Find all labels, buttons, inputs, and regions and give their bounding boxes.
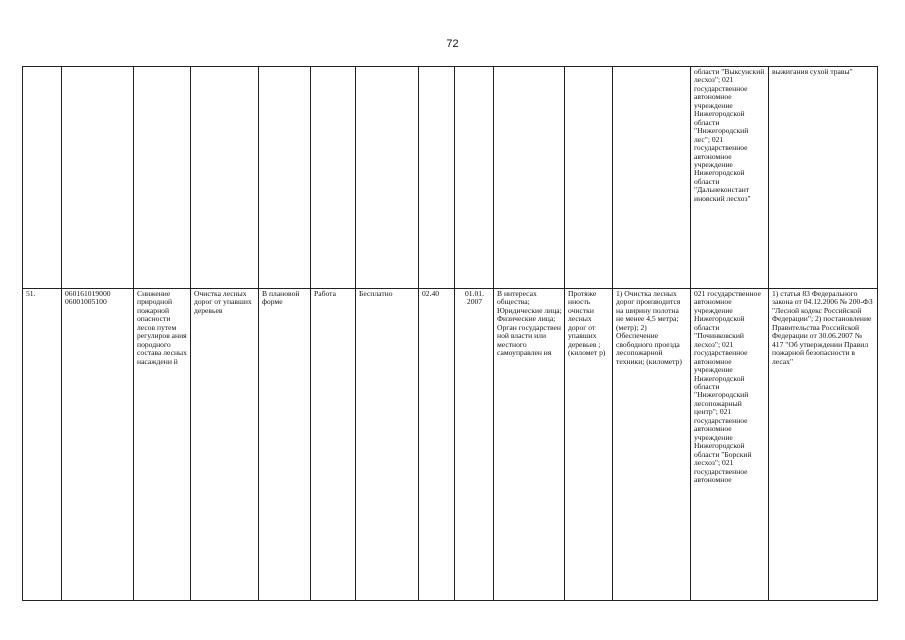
- cell-registry-code: 060161019000 06001005100: [62, 289, 134, 601]
- cell-work-content: Очистка лесных дорог от упавших деревьев: [191, 289, 259, 601]
- cell-registry-code: [62, 67, 134, 289]
- cell-date: 01.01. 2007: [455, 289, 494, 601]
- cell-legal-basis: 1) статья 83 Федерального закона от 04.12.2006 № 200-ФЗ "Лесной кодекс Российской Федерации"; 2) постановление Правительства Российской Федерации от 30.06.2007 № 417 "Об утверждении Правил пожарной безопасности в лесах": [769, 289, 878, 601]
- cell-okved: 02.40: [419, 289, 455, 601]
- cell-consumers: В интересах общества; Юридические лица; Физические лица; Орган государствен ной власти или местного самоуправлен ия: [494, 289, 565, 601]
- cell-number: [23, 67, 62, 289]
- cell-type: [311, 67, 356, 289]
- cell-consumers: [494, 67, 565, 289]
- registry-table: [22, 66, 878, 601]
- cell-form: [259, 67, 311, 289]
- cell-date: [455, 67, 494, 289]
- cell-work-name: Снижение природной пожарной опасности лесов путем регулиров ания породного состава лесных насаждени й: [134, 289, 191, 601]
- table-row: [23, 289, 878, 601]
- cell-indicator: [565, 67, 613, 289]
- cell-work-content: [191, 67, 259, 289]
- cell-payment: [356, 67, 419, 289]
- cell-volume: [613, 67, 691, 289]
- cell-okved: [419, 67, 455, 289]
- cell-institutions: 021 государственное автономное учреждение Нижегородской области "Починковский лесхоз"; 021 государственное автономное учреждение Нижегородской области "Нижегородский лесопожарный центр"; 021 государственное автономное учреждение Нижегородской области "Борский лесхоз"; 021 государственное автономное: [691, 289, 769, 601]
- cell-indicator: Протяже нность очистки лесных дорог от упавших деревьев ; (километ р): [565, 289, 613, 601]
- page-number: 72: [446, 38, 459, 50]
- table-row: [23, 67, 878, 289]
- cell-form: В плановой форме: [259, 289, 311, 601]
- cell-type: Работа: [311, 289, 356, 601]
- cell-legal-basis: выжигания сухой травы": [769, 67, 878, 289]
- cell-work-name: [134, 67, 191, 289]
- cell-institutions: области "Выксунский лесхоз"; 021 государственное автономное учреждение Нижегородской области "Нижегородский лес"; 021 государственное автономное учреждение Нижегородской области "Дальнеконстант иновский лесхоз": [691, 67, 769, 289]
- cell-payment: Бесплатно: [356, 289, 419, 601]
- cell-volume: 1) Очистка лесных дорог производится на ширину полотна не менее 4,5 метра; (метр); 2) Обеспечение свободного проезда лесопожарной техники; (километр): [613, 289, 691, 601]
- cell-number: 51.: [23, 289, 62, 601]
